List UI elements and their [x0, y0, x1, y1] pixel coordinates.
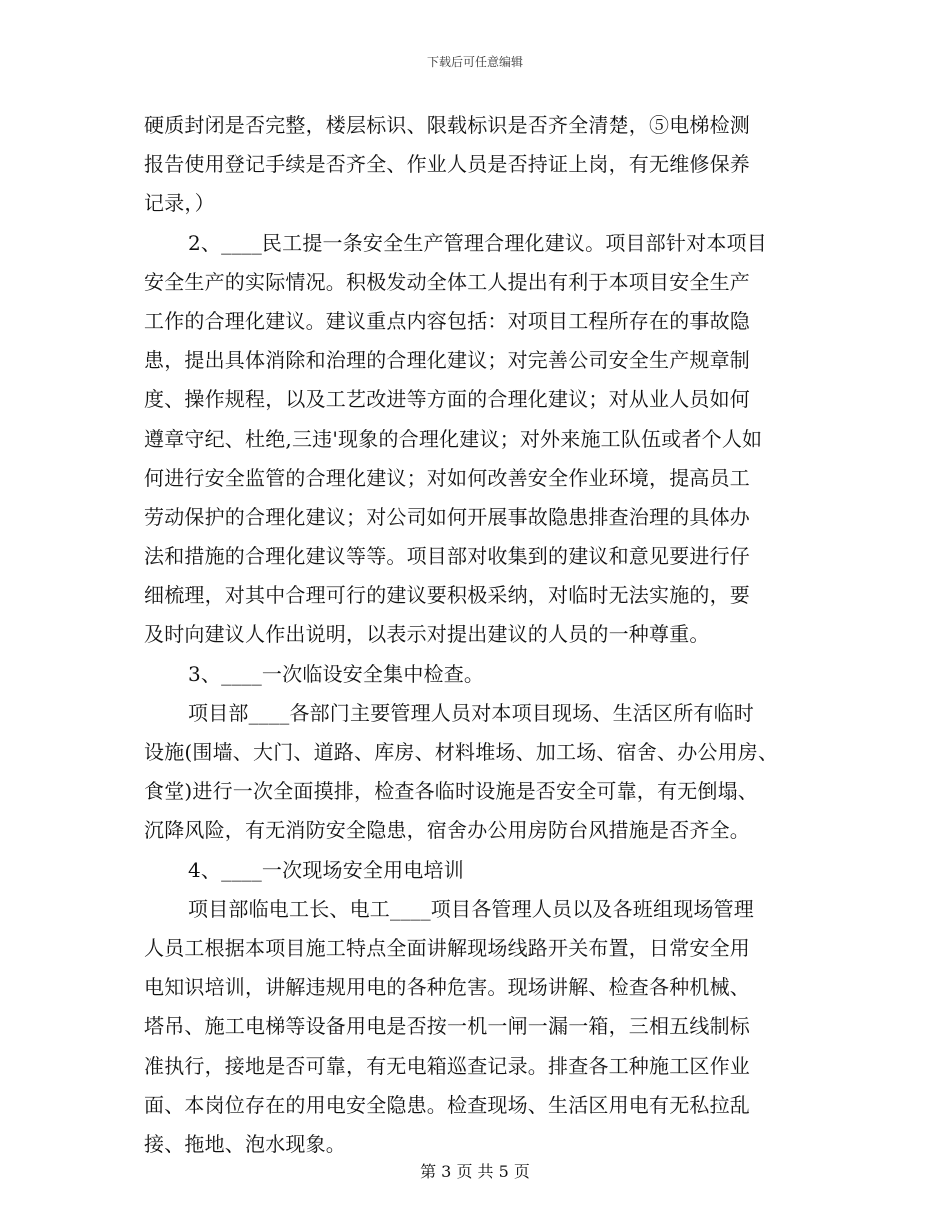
body-line: 准执行，接地是否可靠，有无电箱巡查记录。排查各工种施工区作业: [144, 1053, 750, 1078]
document-body: [144, 106, 808, 1164]
body-line: 人员工根据本项目施工特点全面讲解现场线路开关布置，日常安全用: [144, 935, 750, 960]
body-line: 患，提出具体消除和治理的合理化建议；对完善公司安全生产规章制: [144, 348, 750, 373]
paragraph-start: 项目部____各部门主要管理人员对本项目现场、生活区所有临时: [188, 700, 754, 725]
page-header: 下载后可任意编辑: [426, 55, 523, 69]
body-line: 记录，）: [144, 191, 215, 216]
body-line: 遵章守纪、杜绝,三违'现象的合理化建议；对外来施工队伍或者个人如: [144, 426, 763, 451]
page-footer: 第 3 页 共 5 页: [420, 1162, 530, 1181]
body-line: 塔吊、施工电梯等设备用电是否按一机一闸一漏一箱，三相五线制标: [144, 1014, 750, 1039]
body-line: 法和措施的合理化建议等等。项目部对收集到的建议和意见要进行仔: [144, 544, 750, 569]
section-heading-4: 4、____一次现场安全用电培训: [188, 857, 464, 882]
body-line: 安全生产的实际情况。积极发动全体工人提出有利于本项目安全生产: [144, 269, 750, 294]
body-line: 面、本岗位存在的用电安全隐患。检查现场、生活区用电有无私拉乱: [144, 1092, 750, 1117]
body-line: 电知识培训，讲解违规用电的各种危害。现场讲解、检查各种机械、: [144, 975, 750, 1000]
body-line: 硬质封闭是否完整，楼层标识、限载标识是否齐全清楚，⑤电梯检测: [144, 113, 750, 137]
section-heading-2: 2、____民工提一条安全生产管理合理化建议。项目部针对本项目: [188, 230, 767, 255]
section-heading-3: 3、____一次临设安全集中检查。: [188, 661, 485, 686]
paragraph-start: 项目部临电工长、电工____项目各管理人员以及各班组现场管理: [188, 896, 754, 921]
body-line: 沉降风险，有无消防安全隐患，宿舍办公用房防台风措施是否齐全。: [144, 818, 750, 843]
body-line: 度、操作规程，以及工艺改进等方面的合理化建议；对从业人员如何: [144, 387, 750, 412]
body-line: 报告使用登记手续是否齐全、作业人员是否持证上岗，有无维修保养: [144, 152, 750, 177]
body-line: 接、拖地、泡水现象。: [144, 1131, 346, 1156]
body-line: 及时向建议人作出说明，以表示对提出建议的人员的一种尊重。: [144, 622, 710, 647]
body-line: 劳动保护的合理化建议；对公司如何开展事故隐患排查治理的具体办: [144, 504, 750, 529]
body-line: 设施(围墙、大门、道路、库房、材料堆场、加工场、宿舍、办公用房、: [144, 740, 779, 764]
body-line: 何进行安全监管的合理化建议；对如何改善安全作业环境，提高员工: [144, 465, 750, 490]
body-line: 细梳理，对其中合理可行的建议要积极采纳，对临时无法实施的，要: [144, 583, 750, 608]
body-line: 食堂)进行一次全面摸排，检查各临时设施是否安全可靠，有无倒塌、: [144, 779, 759, 804]
body-line: 工作的合理化建议。建议重点内容包括：对项目工程所存在的事故隐: [144, 308, 750, 333]
